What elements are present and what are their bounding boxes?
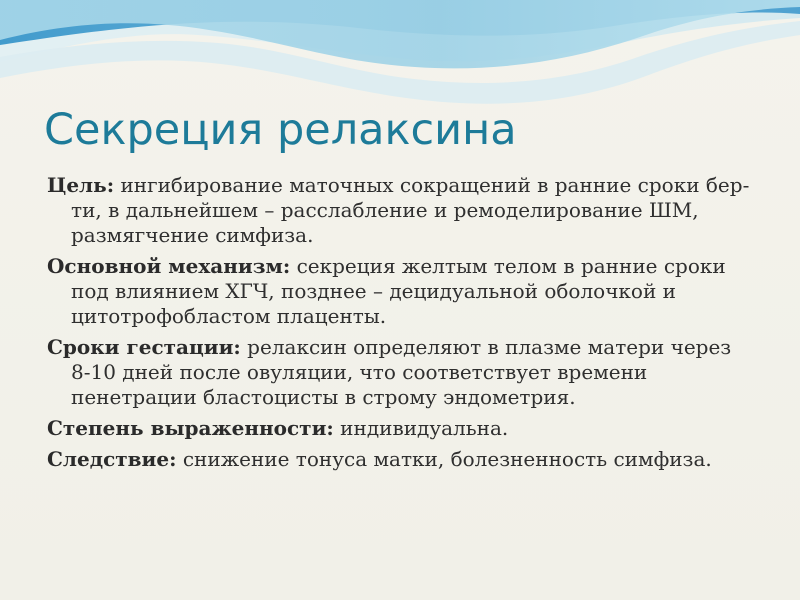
point-main-mechanism-term: Основной механизм: bbox=[47, 254, 291, 278]
point-main-mechanism-text: секреция желтым телом в ранние сроки под влиянием ХГЧ, позднее – децидуальной оболочкой и цитотрофобластом плаценты. bbox=[71, 254, 726, 328]
point-goal bbox=[47, 173, 753, 248]
point-consequence-term: Следствие: bbox=[47, 447, 177, 471]
point-goal-text: ингибирование маточных сокращений в ранние сроки бер-ти, в дальнейшем – расслабление и ремоделирование ШМ, размягчение симфиза. bbox=[71, 173, 750, 247]
point-gestation-timing-text: релаксин определяют в плазме матери через 8-10 дней после овуляции, что соответствует времени пенетрации бластоцисты в строму эндометрия. bbox=[71, 335, 732, 409]
point-main-mechanism bbox=[47, 254, 753, 329]
point-goal-term: Цель: bbox=[47, 173, 115, 197]
point-gestation-timing-term: Сроки гестации: bbox=[47, 335, 241, 359]
point-severity-term: Степень выраженности: bbox=[47, 416, 334, 440]
point-gestation-timing bbox=[47, 335, 753, 410]
point-severity bbox=[47, 416, 753, 441]
slide-title: Секреция релаксина bbox=[44, 105, 517, 155]
point-consequence-text: снижение тонуса матки, болезненность симфиза. bbox=[176, 447, 712, 471]
slide-content bbox=[47, 173, 753, 472]
decorative-waves bbox=[0, 0, 800, 105]
point-severity-text: индивидуальна. bbox=[333, 416, 509, 440]
point-consequence bbox=[47, 447, 753, 472]
